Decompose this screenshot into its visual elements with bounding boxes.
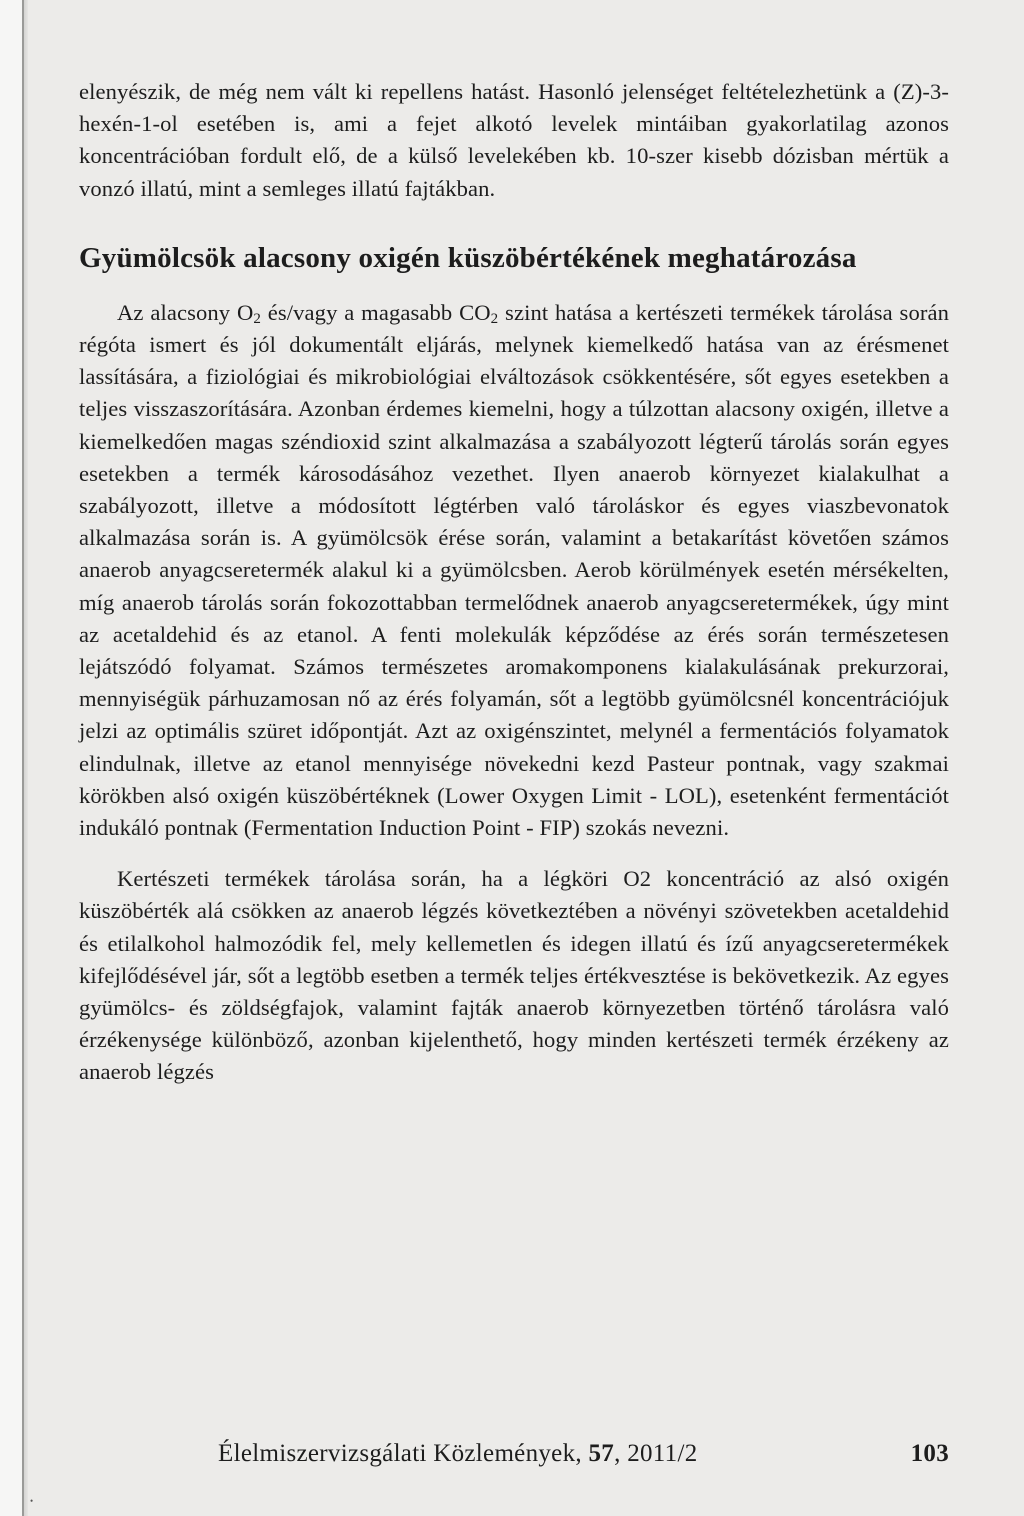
para-text: szint hatása a kertészeti termékek tárolása során régóta ismert és jól dokumentált eljárás, melynek kiemelkedő hatása van az érésmenet lassítására, a fiziológiai és mikrobiológiai elváltozások csökkentésére, sőt egyes esetekben a teljes visszaszorítására. Azonban érdemes kiemelni, hogy a túlzottan alacsony oxigén, illetve a kiemelkedően magas széndioxid szint alkalmazása a szabályozott légterű tárolás során egyes esetekben a termék károsodásához vezethet. Ilyen anaerob környezet kialakulhat a szabályozott, illetve a módosított légtérben való tároláskor és egyes viaszbevonatok alkalmazása során is. A gyümölcsök érése során, valamint a betakarítást követően számos anaerob anyagcseretermék alakul ki a gyümölcsben. Aerob körülmények esetén mérsékelten, míg anaerob tárolás során fokozottabban termelődnek anaerob anyagcseretermékek, úgy mint az acetaldehid és az etanol. A fenti molekulák képződése az érés során természetesen lejátszódó folyamat. Számos természetes aromakomponens kialakulásának prekurzorai, mennyiségük párhuzamosan nő az érés folyamán, sőt a legtöbb gyümölcsnél koncentrációjuk jelzi az optimális szüret időpontját. Azt az oxigénszintet, melynél a fermentációs folyamatok elindulnak, illetve az etanol mennyisége növekedni kezd Pasteur pontnak, vagy szakmai körökben alsó oxigén küszöbértéknek (Lower Oxygen Limit - LOL), esetenként fermentációt indukáló pontnak (Fermentation Induction Point - FIP) szokás nevezni. [79, 299, 949, 841]
journal-volume: 57 [588, 1440, 615, 1467]
journal-name: Élelmiszervizsgálati Közlemények, [218, 1440, 589, 1467]
page-number: 103 [910, 1440, 949, 1467]
section-heading: Gyümölcsök alacsony oxigén küszöbértékének meghatározása [79, 241, 857, 274]
para-text: és/vagy a magasabb CO [260, 299, 491, 325]
para-text: Az alacsony O [117, 299, 254, 325]
continuation-paragraph: elenyészik, de még nem vált ki repellens hatást. Hasonló jelenséget feltételezhetünk a (Z)-3-hexén-1-ol esetében is, ami a fejet alkotó levelek mintáiban gyakorlatilag azonos koncentrációban fordult elő, de a külső levelekében kb. 10-szer kisebb dózisban mértük a vonzó illatú, mint a semleges illatú fajtákban. [79, 79, 949, 201]
body-paragraph-2: Kertészeti termékek tárolása során, ha a légköri O2 koncentráció az alsó oxigén küszöbérték alá csökken az anaerob légzés következtében a növényi szövetekben acetaldehid és etilalkohol halmozódik fel, mely kellemetlen és idegen illatú és ízű anyagcseretermékek kifejlődésével jár, sőt a legtöbb esetben a termék teljes értékvesztése is bekövetkezik. Az egyes gyümölcs- és zöldségfajok, valamint fajták anaerob környezetben történő tárolásra való érzékenysége különböző, azonban kijelenthető, hogy minden kertészeti termék érzékeny az anaerob légzés [79, 866, 949, 1085]
journal-citation [218, 1437, 698, 1471]
subscript: 2 [490, 310, 499, 327]
body-paragraph-1 [79, 297, 949, 844]
binding-line [22, 0, 24, 1516]
margin-mark: • [30, 1496, 34, 1506]
body-text [79, 76, 949, 1089]
journal-issue: , 2011/2 [614, 1440, 698, 1467]
subscript: 2 [253, 310, 261, 327]
page-footer [218, 1437, 949, 1471]
